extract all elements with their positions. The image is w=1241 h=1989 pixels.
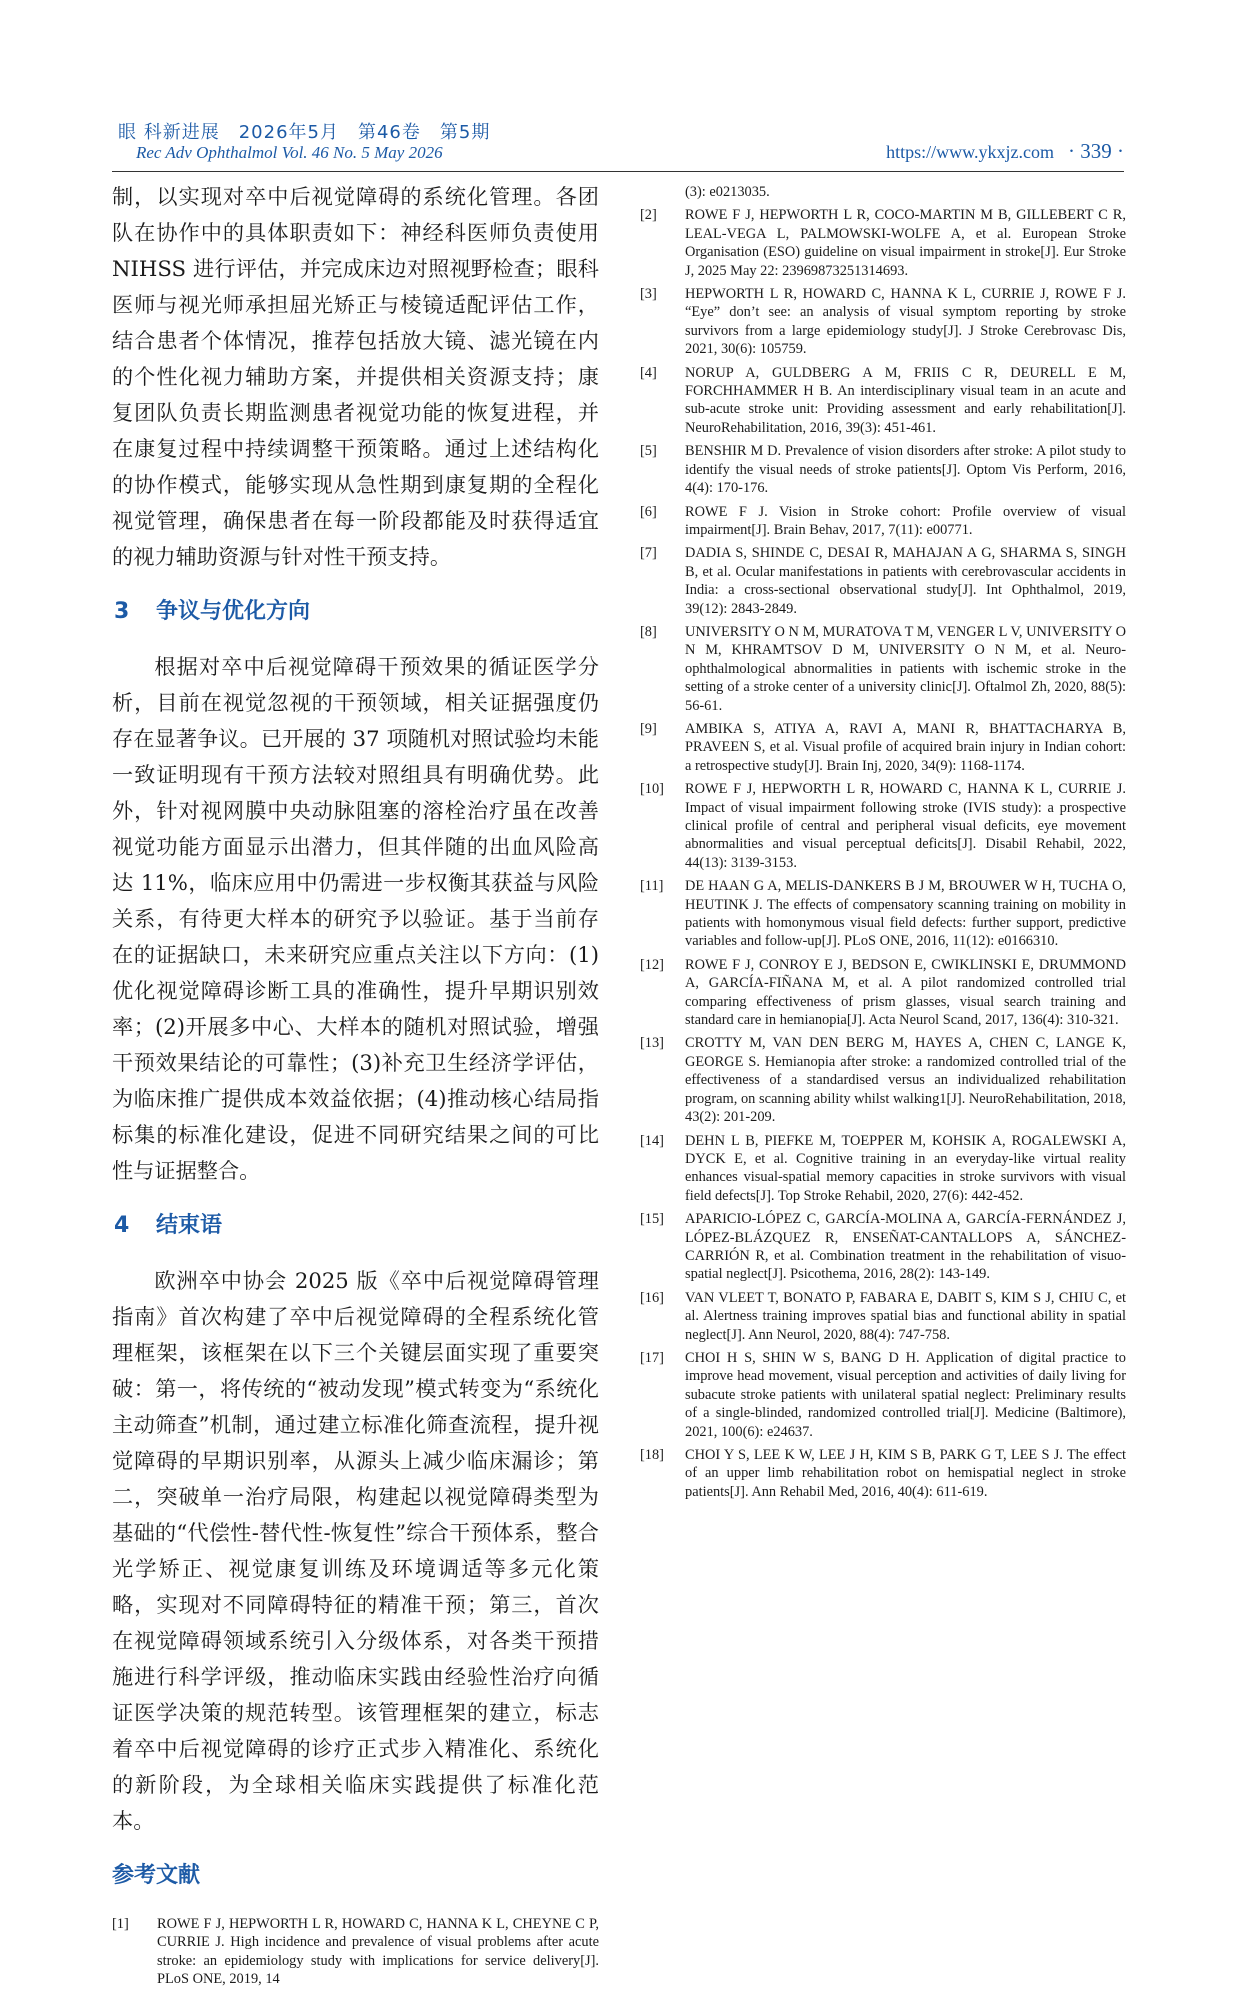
section-3-number: 3: [114, 599, 130, 624]
reference-number: [12]: [640, 956, 664, 973]
reference-item: [640, 1034, 1126, 1126]
reference-item: [640, 285, 1126, 359]
reference-text: DEHN L B, PIEFKE M, TOEPPER M, KOHSIK A, ROGALEWSKI A, DYCK E, et al. Cognitive training in an everyday-like virtual reality enhances visual-spatial memory capacities in stroke survivors with visual field defects[J]. Top Stroke Rehabil, 2020, 27(6): 442-452.: [685, 1132, 1126, 1204]
reference-text: DE HAAN G A, MELIS-DANKERS B J M, BROUWER W H, TUCHA O, HEUTINK J. The effects of compensatory scanning training on mobility in patients with homonymous visual field defects: further support, predictive variables and follow-up[J]. PLoS ONE, 2016, 11(12): e0166310.: [685, 878, 1126, 950]
reference-number: [1]: [112, 1916, 129, 1932]
reference-item: [640, 364, 1126, 438]
page-header: [118, 118, 1124, 168]
reference-number: [11]: [640, 878, 664, 895]
reference-item: [112, 1915, 599, 1989]
section-4-number: 4: [114, 1213, 130, 1238]
reference-number: [16]: [640, 1289, 664, 1306]
reference-text: ROWE F J, HEPWORTH L R, HOWARD C, HANNA K L, CURRIE J. Impact of visual impairment following stroke (IVIS study): a prospective clinical profile of central and peripheral visual deficits, eye movement abnormalities and visual perceptual deficits[J]. Disabil Rehabil, 2022, 44(13): 3139-3153.: [685, 781, 1126, 871]
right-column: [640, 183, 1126, 1723]
reference-item: [640, 206, 1126, 280]
reference-number: [17]: [640, 1349, 664, 1366]
journal-title-english: Rec Adv Ophthalmol Vol. 46 No. 5 May 2026: [136, 143, 443, 162]
reference-item: [640, 1446, 1126, 1501]
reference-number: [4]: [640, 364, 657, 381]
section-3-paragraph: 根据对卒中后视觉障碍干预效果的循证医学分析，目前在视觉忽视的干预领域，相关证据强度仍存在显著争议。已开展的 37 项随机对照试验均未能一致证明现有干预方法较对照组具有明确优势。此外，针对视网膜中央动脉阻塞的溶栓治疗虽在改善视觉功能方面显示出潜力，但其伴随的出血风险高达 11%，临床应用中仍需进一步权衡其获益与风险关系，有待更大样本的研究予以验证。基于当前存在的证据缺口，未来研究应重点关注以下方向：(1)优化视觉障碍诊断工具的准确性，提升早期识别效率；(2)开展多中心、大样本的随机对照试验，增强干预效果结论的可靠性；(3)补充卫生经济学评估，为临床推广提供成本效益依据；(4)推动核心结局指标集的标准化建设，促进不同研究结果之间的可比性与证据整合。: [112, 654, 599, 1183]
reference-text: APARICIO-LÓPEZ C, GARCÍA-MOLINA A, GARCÍA-FERNÁNDEZ J, LÓPEZ-BLÁZQUEZ R, ENSEÑAT-CANTALLOPS A, SÁNCHEZ-CARRIÓN R, et al. Combination treatment in the rehabilitation of visuo-spatial neglect[J]. Psicothema, 2016, 28(2): 143-149.: [685, 1211, 1126, 1283]
section-4-heading: [112, 1189, 599, 1263]
reference-item: [640, 956, 1126, 1030]
reference-number: [18]: [640, 1447, 664, 1463]
reference-item: [640, 780, 1126, 872]
header-divider: [112, 171, 1124, 172]
reference-number: [6]: [640, 503, 657, 520]
section-4-title: 结束语: [156, 1213, 223, 1238]
reference-item: [640, 1289, 1126, 1344]
page-number: · 339 ·: [1068, 139, 1124, 163]
reference-text: VAN VLEET T, BONATO P, FABARA E, DABIT S, KIM S J, CHIU C, et al. Alertness training improves spatial bias and functional ability in spatial neglect[J]. Ann Neurol, 2020, 88(4): 747-758.: [685, 1289, 1126, 1343]
reference-number: [10]: [640, 781, 664, 798]
reference-continuation: (3): e0213035.: [685, 184, 770, 200]
section-3-title: 争议与优化方向: [156, 599, 311, 624]
references-heading: [112, 1839, 599, 1913]
reference-list-left: [112, 1915, 599, 1989]
reference-text: NORUP A, GULDBERG A M, FRIIS C R, DEURELL E M, FORCHHAMMER H B. An interdisciplinary visual team in an acute and sub-acute stroke unit: Providing assessment and early rehabilitation[J]. NeuroRehabilitation, 2016, 39(3): 451-461.: [685, 364, 1126, 436]
reference-text: AMBIKA S, ATIYA A, RAVI A, MANI R, BHATTACHARYA B, PRAVEEN S, et al. Visual profile of acquired brain injury in Indian cohort: a retrospective study[J]. Brain Inj, 2020, 34(9): 1168-1174.: [685, 720, 1126, 774]
reference-item: [640, 623, 1126, 715]
reference-item: [640, 1349, 1126, 1441]
reference-number: [5]: [640, 443, 657, 460]
section-4-paragraph: 欧洲卒中协会 2025 版《卒中后视觉障碍管理指南》首次构建了卒中后视觉障碍的全程系统化管理框架，该框架在以下三个关键层面实现了重要突破：第一，将传统的“被动发现”模式转变为“系统化主动筛查”机制，通过建立标准化筛查流程，提升视觉障碍的早期识别率，从源头上减少临床漏诊；第二，突破单一治疗局限，构建起以视觉障碍类型为基础的“代偿性-替代性-恢复性”综合干预体系，整合光学矫正、视觉康复训练及环境调适等多元化策略，实现对不同障碍特征的精准干预；第三，首次在视觉障碍领域系统引入分级体系，对各类干预措施进行科学评级，推动临床实践由经验性治疗向循证医学决策的规范转型。该管理框架的建立，标志着卒中后视觉障碍的诊疗正式步入精准化、系统化的新阶段，为全球相关临床实践提供了标准化范本。: [112, 1268, 599, 1833]
reference-item: [640, 1132, 1126, 1206]
reference-list-right: [640, 206, 1126, 1501]
reference-text: ROWE F J, CONROY E J, BEDSON E, CWIKLINSKI E, DRUMMOND A, GARCÍA-FIÑANA M, et al. A pilot randomized controlled trial comparing effectiveness of prism glasses, visual search training and standard care in hemianopia[J]. Acta Neurol Scand, 2017, 136(4): 310-321.: [685, 956, 1126, 1029]
reference-number: [8]: [640, 623, 657, 640]
reference-number: [7]: [640, 545, 657, 562]
reference-text: HEPWORTH L R, HOWARD C, HANNA K L, CURRIE J, ROWE F J. “Eye” don’t see: an analysis of visual symptom reporting by stroke survivors from a large epidemiology study[J]. J Stroke Cerebrovasc Dis, 2021, 30(6): 105759.: [685, 286, 1126, 358]
reference-text: ROWE F J, HEPWORTH L R, COCO-MARTIN M B, GILLEBERT C R, LEAL-VEGA L, PALMOWSKI-WOLFE A, et al. European Stroke Organisation (ESO) guideline on visual impairment in stroke[J]. Eur Stroke J, 2025 May 22: 23969873251314693.: [685, 207, 1126, 279]
reference-text: DADIA S, SHINDE C, DESAI R, MAHAJAN A G, SHARMA S, SINGH B, et al. Ocular manifestations in patients with cerebrovascular accidents in India: a cross-sectional observational study[J]. Int Ophthalmol, 2019, 39(12): 2843-2849.: [685, 545, 1126, 617]
reference-item: [640, 877, 1126, 951]
reference-text: BENSHIR M D. Prevalence of vision disorders after stroke: A pilot study to identify the visual needs of stroke patients[J]. Optom Vis Perform, 2016, 4(4): 170-176.: [685, 443, 1126, 497]
section-3-heading: [112, 575, 599, 649]
reference-text: CROTTY M, VAN DEN BERG M, HAYES A, CHEN C, LANGE K, GEORGE S. Hemianopia after stroke: a randomized controlled trial of the effectiveness of a standardised versus an individualized rehabilitation program, on scanning ability whilst walking1[J]. NeuroRehabilitation, 2018, 43(2): 201-209.: [685, 1035, 1126, 1126]
reference-item: [640, 720, 1126, 775]
left-column: [112, 179, 599, 1988]
reference-number: [14]: [640, 1132, 664, 1149]
reference-text: ROWE F J. Vision in Stroke cohort: Profile overview of visual impairment[J]. Brain Behav, 2017, 7(11): e00771.: [685, 503, 1126, 538]
reference-number: [15]: [640, 1211, 664, 1228]
references-title: 参考文献: [112, 1863, 201, 1888]
journal-website-link[interactable]: https://www.ykxjz.com: [886, 142, 1054, 162]
reference-number: [9]: [640, 720, 657, 737]
reference-item: [640, 1210, 1126, 1284]
reference-text: CHOI Y S, LEE K W, LEE J H, KIM S B, PARK G T, LEE S J. The effect of an upper limb rehabilitation robot on hemispatial neglect in stroke patients[J]. Ann Rehabil Med, 2016, 40(4): 611-619.: [685, 1447, 1126, 1500]
reference-text: UNIVERSITY O N M, MURATOVA T M, VENGER L V, UNIVERSITY O N M, KHRAMTSOV D M, UNIVERSITY O N M, et al. Neuro-ophthalmological abnormalities in patients with ischemic stroke in the setting of a stroke center of a university clinic[J]. Oftalmol Zh, 2020, 88(5): 56-61.: [685, 623, 1126, 714]
reference-item: [640, 442, 1126, 497]
reference-number: [13]: [640, 1035, 664, 1052]
journal-title-chinese: 眼 科新进展 2026年5月 第46卷 第5期: [118, 122, 491, 143]
reference-text: CHOI H S, SHIN W S, BANG D H. Application of digital practice to improve head movement, visual perception and activities of daily living for subacute stroke patients with unilateral spatial neglect: Preliminary results of a single-blinded, randomized controlled trial[J]. Medicine (Baltimore), 2021, 100(6): e24637.: [685, 1349, 1126, 1440]
reference-number: [3]: [640, 286, 657, 303]
reference-item: [640, 503, 1126, 540]
intro-paragraph: 制，以实现对卒中后视觉障碍的系统化管理。各团队在协作中的具体职责如下：神经科医师负责使用 NIHSS 进行评估，并完成床边对照视野检查；眼科医师与视光师承担屈光矫正与棱镜适配评估工作，结合患者个体情况，推荐包括放大镜、滤光镜在内的个性化视力辅助方案，并提供相关资源支持；康复团队负责长期监测患者视觉功能的恢复进程，并在康复过程中持续调整干预策略。通过上述结构化的协作模式，能够实现从急性期到康复期的全程化视觉管理，确保患者在每一阶段都能及时获得适宜的视力辅助资源与针对性干预支持。: [112, 184, 599, 569]
reference-item: [640, 544, 1126, 618]
reference-number: [2]: [640, 207, 657, 224]
reference-text: ROWE F J, HEPWORTH L R, HOWARD C, HANNA K L, CHEYNE C P, CURRIE J. High incidence and prevalence of visual problems after acute stroke: an epidemiology study with implications for service delivery[J]. PLoS ONE, 2019, 14: [157, 1916, 599, 1988]
